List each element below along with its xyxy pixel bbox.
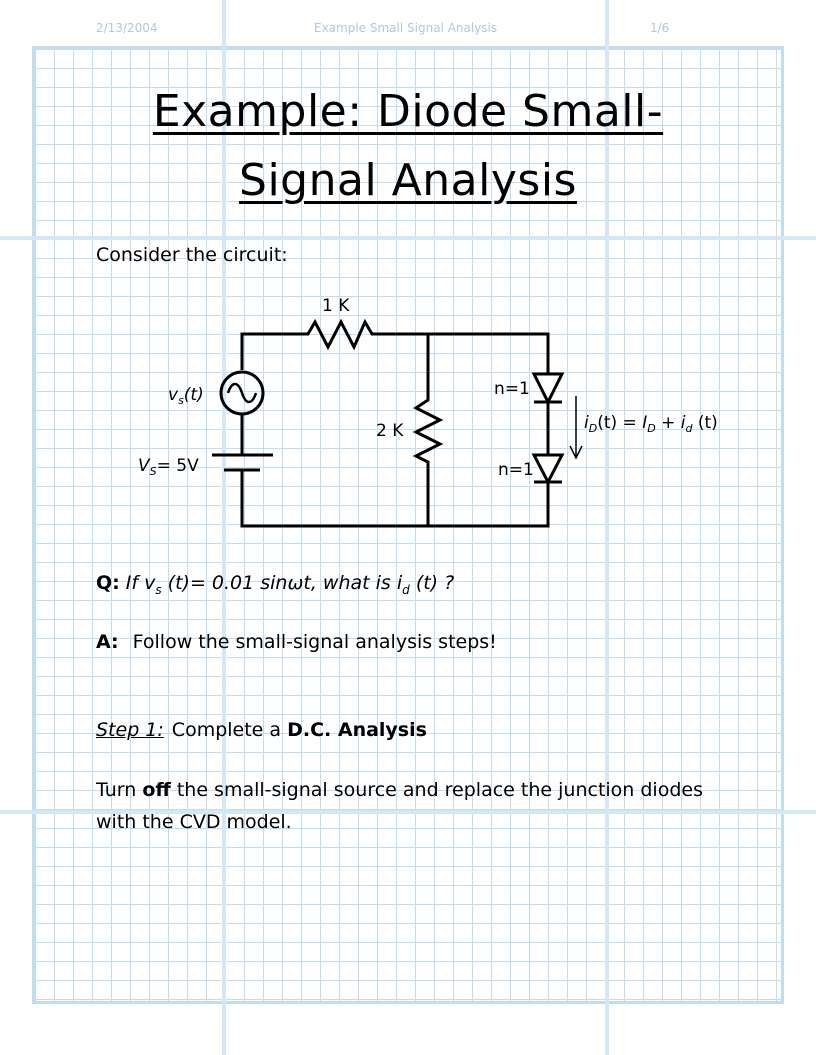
page-title-line-1: Example: Diode Small- [152,86,664,137]
question-line: Q: If $v_s$ (t)= 0.01 sinωt, what is $i_d$ (t) ? [96,572,455,597]
dc-source-label: $V_S= 5V$ [138,456,199,478]
header-page-number: 1/6 [646,21,673,35]
resistor-1k-label: 1 K [322,296,350,316]
diode-bottom-icon [534,455,562,482]
wire-bottom [242,472,548,526]
step1-line: Step 1: Complete a D.C. Analysis [96,719,427,741]
current-label: $i_D(t) = I_D + i_d$ (t) [584,413,718,435]
diode-top-label: n=1 [494,379,530,399]
diode-bottom-label: n=1 [498,460,534,480]
resistor-1k [300,322,380,347]
ac-source-wave-icon [228,384,256,402]
resistor-2k [416,392,440,470]
header-doc-title: Example Small Signal Analysis [310,21,501,35]
question-label: Q: [96,572,120,594]
wire-top-left [242,334,300,370]
instruction-line-1: Turn off the small-signal source and replace the junction diodes [96,779,703,801]
intro-text: Consider the circuit: [96,244,288,266]
wire-top-right [380,334,548,374]
header-date: 2/13/2004 [92,21,162,35]
answer-line: A: Follow the small-signal analysis steps! [96,631,497,653]
step1-label: Step 1: [96,719,164,741]
answer-label: A: [96,631,119,653]
diode-top-icon [534,374,562,402]
ac-source-label: $v_s(t)$ [168,385,204,407]
resistor-2k-label: 2 K [376,421,404,441]
page-title-line-2: Signal Analysis [239,155,577,206]
instruction-line-2: with the CVD model. [96,811,292,833]
